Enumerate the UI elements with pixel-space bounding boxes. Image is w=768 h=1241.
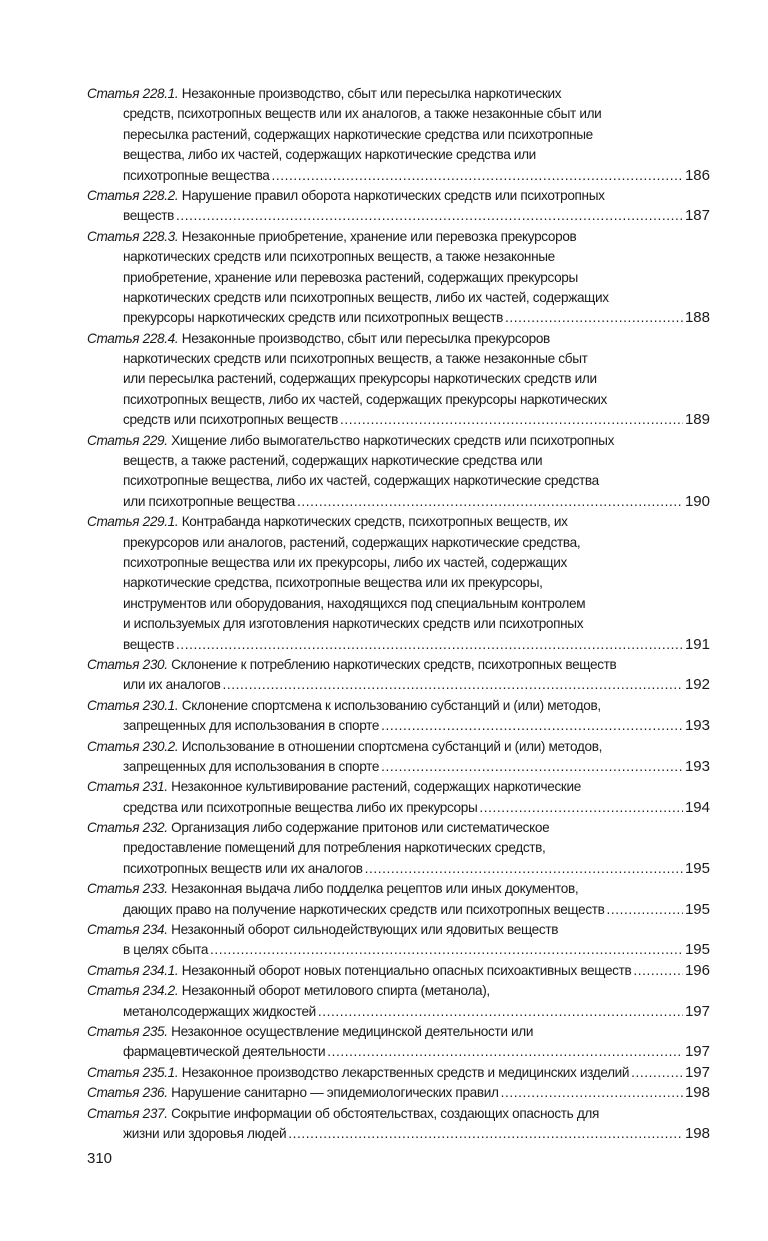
toc-entry-last-line (87, 757, 710, 777)
toc-entry (87, 227, 710, 329)
toc-entry-first-line (87, 431, 710, 451)
article-title: Незаконное производство лекарственных средств и медицинских изделий (178, 1064, 630, 1080)
toc-page-number: 197 (684, 1063, 710, 1081)
toc-page-number: 195 (684, 859, 710, 877)
toc-entry-continuation: наркотических средств или психотропных веществ, а также незаконные (123, 249, 555, 265)
toc-entry (87, 981, 710, 1022)
article-title: Незаконный оборот сильнодействующих или ядовитых веществ (167, 922, 559, 938)
toc-page-number: 188 (684, 309, 710, 327)
article-number: Статья 235.1. (87, 1064, 179, 1080)
toc-entry-first-line (87, 1104, 710, 1124)
toc-page-number: 195 (684, 900, 710, 918)
toc-entry-text: в целях сбыта (123, 942, 209, 958)
toc-page-number: 187 (684, 207, 710, 225)
toc-entry (87, 696, 710, 737)
article-title: Склонение спортсмена к использованию субстанций и (или) методов, (178, 697, 601, 713)
toc-page-number: 190 (684, 492, 710, 510)
article-title: Незаконное осуществление медицинской деятельности или (167, 1023, 534, 1039)
toc-entry-last-line (87, 492, 710, 512)
article-number: Статья 234.1. (87, 962, 179, 978)
toc-page-number: 189 (684, 411, 710, 429)
toc-entry-text (87, 1063, 629, 1083)
article-title: Сокрытие информации об обстоятельствах, создающих опасность для (167, 1105, 600, 1121)
leader-dots (365, 859, 683, 879)
article-title: Незаконные производство, сбыт или пересылка наркотических (178, 86, 562, 101)
toc-entry-first-line (87, 737, 710, 757)
toc-entry-last-line (87, 1002, 710, 1022)
toc-entry-text: дающих право на получение наркотических средств или психотропных веществ (123, 901, 605, 917)
article-title: Контрабанда наркотических средств, психотропных веществ, их (178, 514, 568, 530)
toc-entry-text: запрещенных для использования в спорте (123, 718, 380, 734)
article-number: Статья 232. (87, 820, 168, 836)
toc-entry-first-line (87, 1063, 710, 1083)
toc-entry-continuation: прекурсоров или аналогов, растений, содержащих наркотические средства, (123, 534, 581, 550)
article-number: Статья 234.2. (87, 983, 179, 999)
leader-dots (633, 961, 683, 981)
toc-entry-continuation: пересылка растений, содержащих наркотические средства или психотропные (123, 126, 593, 142)
article-number: Статья 230.1. (87, 697, 179, 713)
toc-page-number: 193 (684, 757, 710, 775)
article-number: Статья 234. (87, 922, 168, 938)
article-number: Статья 233. (87, 881, 168, 897)
toc-entry-first-line (87, 512, 710, 532)
toc-entry (87, 186, 710, 227)
toc-entry-text: или психотропные вещества (123, 493, 295, 509)
toc-entry-first-line (87, 1083, 710, 1103)
article-title: Организация либо содержание притонов или систематическое (167, 820, 550, 836)
toc-entry-last-line (87, 206, 710, 226)
leader-dots (288, 1124, 683, 1144)
article-number: Статья 228.4. (87, 330, 179, 346)
toc-entry (87, 1022, 710, 1063)
leader-dots (479, 798, 683, 818)
article-title: Незаконное культивирование растений, содержащих наркотические (167, 779, 581, 795)
toc-entry-continuation: и используемых для изготовления наркотических средств или психотропных (123, 616, 584, 632)
toc-entry (87, 920, 710, 961)
toc-entry-first-line (87, 777, 710, 797)
toc-entry (87, 655, 710, 696)
toc-entry-text: средства или психотропные вещества либо их прекурсоры (123, 799, 478, 815)
article-number: Статья 229. (87, 432, 168, 448)
toc-entry-text: жизни или здоровья людей (123, 1125, 287, 1141)
toc-entry-text: запрещенных для использования в спорте (123, 758, 380, 774)
leader-dots (607, 900, 683, 920)
toc-entry (87, 777, 710, 818)
article-title: Незаконные производство, сбыт или пересылка прекурсоров (178, 330, 550, 346)
leader-dots (223, 675, 683, 695)
toc-entry-last-line (87, 940, 710, 960)
toc-entry-first-line (87, 227, 710, 247)
toc-entry-text: веществ (123, 636, 175, 652)
table-of-contents (87, 84, 710, 1144)
article-number: Статья 236. (87, 1085, 168, 1101)
article-number: Статья 230. (87, 656, 168, 672)
article-number: Статья 228.1. (87, 86, 179, 101)
toc-entry (87, 512, 710, 655)
toc-entry-first-line (87, 655, 710, 675)
article-number: Статья 229.1. (87, 514, 179, 530)
toc-entry-text: психотропные вещества (123, 167, 270, 183)
toc-entry-first-line (87, 879, 710, 899)
toc-entry-last-line (87, 308, 710, 328)
toc-entry (87, 737, 710, 778)
toc-entry-continuation: наркотические средства, психотропные вещества или их прекурсоры, (123, 575, 543, 591)
article-number: Статья 228.3. (87, 228, 179, 244)
toc-page-number: 198 (684, 1124, 710, 1142)
toc-page-number: 197 (684, 1043, 710, 1061)
toc-entry-first-line (87, 818, 710, 838)
toc-entry (87, 84, 710, 186)
toc-entry (87, 818, 710, 879)
leader-dots (340, 410, 683, 430)
article-title: Использование в отношении спортсмена субстанций и (или) методов, (178, 738, 603, 754)
toc-entry-continuation: психотропных веществ, либо их частей, содержащих прекурсоры наркотических (123, 391, 607, 407)
toc-entry-first-line (87, 981, 710, 1001)
toc-entry-text: метанолсодержащих жидкостей (123, 1003, 316, 1019)
toc-entry (87, 1083, 710, 1103)
article-title: Нарушение правил оборота наркотических средств или психотропных (178, 187, 605, 203)
toc-entry-continuation: или пересылка растений, содержащих прекурсоры наркотических средств или (123, 371, 597, 387)
toc-entry-continuation: веществ, а также растений, содержащих наркотические средства или (123, 453, 543, 469)
toc-page-number: 192 (684, 676, 710, 694)
article-title: Незаконная выдача либо подделка рецептов или иных документов, (167, 881, 579, 897)
article-title: Склонение к потреблению наркотических средств, психотропных веществ (167, 656, 617, 672)
toc-entry-last-line (87, 166, 710, 186)
leader-dots (505, 308, 683, 328)
article-number: Статья 231. (87, 779, 168, 795)
toc-entry-continuation: наркотических средств или психотропных веществ, а также незаконные сбыт (123, 351, 588, 367)
toc-entry-first-line (87, 961, 710, 981)
article-title: Незаконный оборот метилового спирта (метанола), (178, 983, 490, 999)
leader-dots (176, 635, 683, 655)
toc-entry (87, 1063, 710, 1083)
toc-entry-text: или их аналогов (123, 677, 221, 693)
toc-entry-last-line (87, 798, 710, 818)
article-number: Статья 230.2. (87, 738, 179, 754)
article-title: Хищение либо вымогательство наркотических средств или психотропных (167, 432, 615, 448)
toc-entry-last-line (87, 900, 710, 920)
toc-entry-continuation: средств, психотропных веществ или их аналогов, а также незаконные сбыт или (123, 106, 602, 122)
leader-dots (210, 940, 683, 960)
toc-page-number: 196 (684, 961, 710, 979)
leader-dots (381, 716, 683, 736)
toc-entry-first-line (87, 186, 710, 206)
toc-entry-text (87, 961, 631, 981)
leader-dots (501, 1083, 683, 1103)
toc-entry-first-line (87, 696, 710, 716)
toc-entry-continuation: приобретение, хранение или перевозка растений, содержащих прекурсоры (123, 269, 578, 285)
article-title: Нарушение санитарно — эпидемиологических правил (167, 1085, 499, 1101)
toc-entry (87, 961, 710, 981)
toc-entry (87, 431, 710, 513)
leader-dots (176, 206, 683, 226)
toc-entry-last-line (87, 635, 710, 655)
toc-entry-first-line (87, 920, 710, 940)
toc-entry (87, 879, 710, 920)
toc-entry-last-line (87, 1124, 710, 1144)
toc-entry-continuation: психотропные вещества или их прекурсоры, либо их частей, содержащих (123, 554, 567, 570)
toc-entry-last-line (87, 859, 710, 879)
page-number: 310 (87, 1150, 113, 1167)
toc-entry-text: прекурсоры наркотических средств или психотропных веществ (123, 310, 503, 326)
toc-entry (87, 1104, 710, 1145)
toc-entry-continuation: инструментов или оборудования, находящихся под специальным контролем (123, 595, 586, 611)
article-number: Статья 228.2. (87, 187, 179, 203)
article-title: Незаконный оборот новых потенциально опасных психоактивных веществ (178, 962, 632, 978)
leader-dots (272, 166, 683, 186)
toc-page-number: 194 (684, 798, 710, 816)
toc-page-number: 198 (684, 1084, 710, 1102)
toc-entry-continuation: предоставление помещений для потребления наркотических средств, (123, 840, 546, 856)
toc-entry-continuation: наркотических средств или психотропных веществ, либо их частей, содержащих (123, 289, 609, 305)
article-number: Статья 235. (87, 1023, 168, 1039)
toc-entry-text: веществ (123, 208, 175, 224)
toc-entry-last-line (87, 716, 710, 736)
toc-entry-text: психотропных веществ или их аналогов (123, 860, 363, 876)
leader-dots (327, 1042, 683, 1062)
toc-entry-continuation: вещества, либо их частей, содержащих наркотические средства или (123, 147, 536, 163)
toc-entry-first-line (87, 1022, 710, 1042)
toc-entry (87, 329, 710, 431)
toc-entry-text: фармацевтической деятельности (123, 1044, 326, 1060)
toc-page-number: 186 (684, 166, 710, 184)
toc-page-number: 191 (684, 635, 710, 653)
article-title: Незаконные приобретение, хранение или перевозка прекурсоров (178, 228, 577, 244)
leader-dots (318, 1002, 683, 1022)
toc-entry-text (87, 1083, 499, 1103)
article-number: Статья 237. (87, 1105, 168, 1121)
toc-page-number: 197 (684, 1002, 710, 1020)
toc-entry-last-line (87, 1042, 710, 1062)
toc-entry-continuation: психотропные вещества, либо их частей, содержащих наркотические средства (123, 473, 599, 489)
leader-dots (631, 1063, 683, 1083)
toc-page-number: 193 (684, 717, 710, 735)
toc-entry-first-line (87, 329, 710, 349)
toc-page-number: 195 (684, 941, 710, 959)
leader-dots (381, 757, 683, 777)
toc-entry-text: средств или психотропных веществ (123, 412, 338, 428)
toc-entry-last-line (87, 410, 710, 430)
toc-entry-first-line (87, 84, 710, 104)
leader-dots (297, 492, 683, 512)
toc-entry-last-line (87, 675, 710, 695)
